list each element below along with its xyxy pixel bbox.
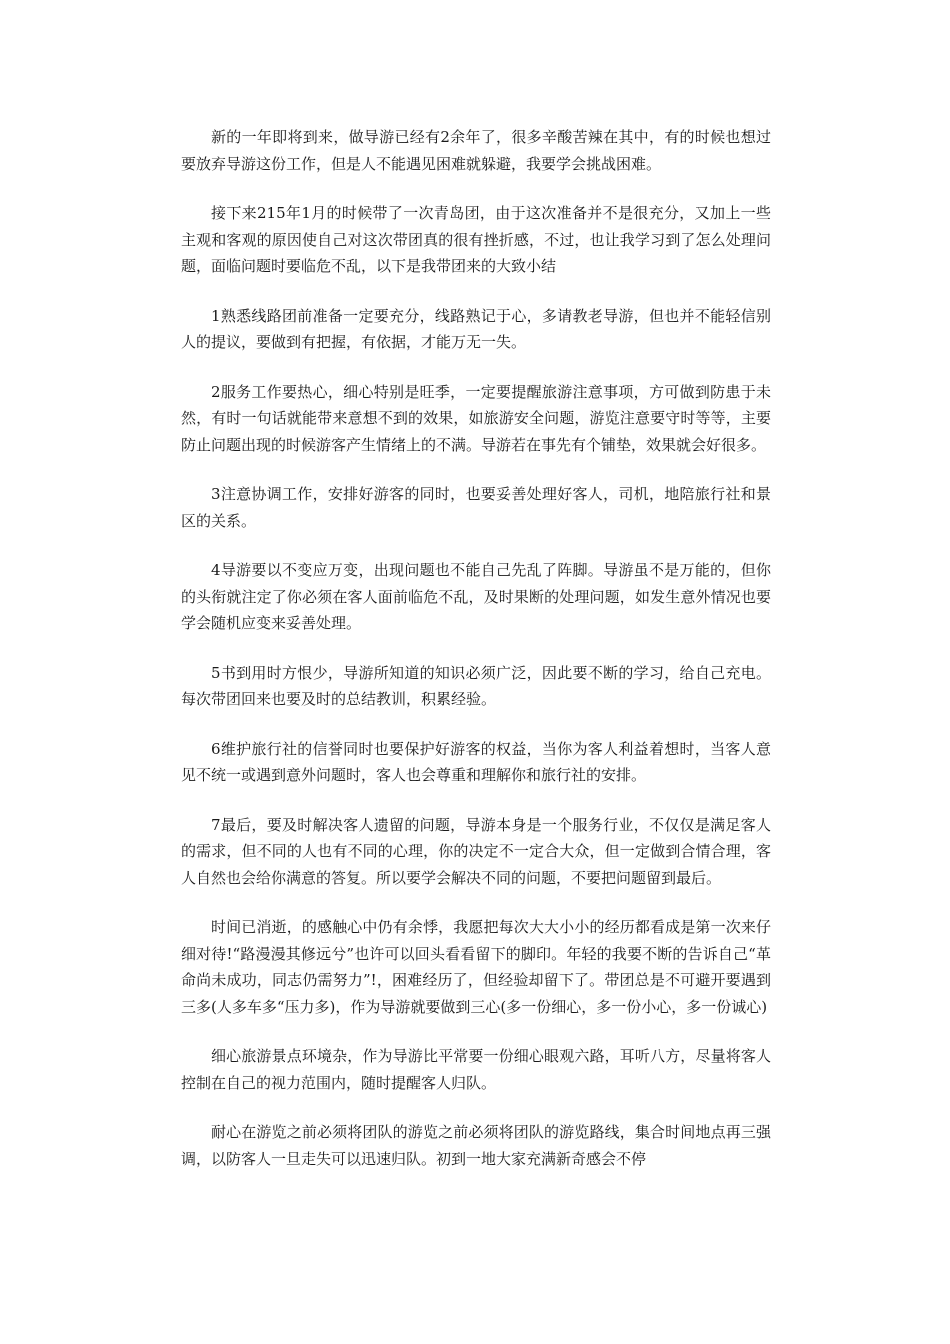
paragraph-6: 4导游要以不变应万变，出现问题也不能自己先乱了阵脚。导游虽不是万能的，但你的头衔就注定了你必须在客人面前临危不乱，及时果断的处理问题，如发生意外情况也要学会随机应变来妥善处理。 [181,561,771,632]
paragraph-11: 细心旅游景点环境杂，作为导游比平常要一份细心眼观六路，耳听八方，尽量将客人控制在自己的视力范围内，随时提醒客人归队。 [181,1047,771,1092]
paragraph-3: 1熟悉线路团前准备一定要充分，线路熟记于心，多请教老导游，但也并不能轻信别人的提议，要做到有把握，有依据，才能万无一失。 [181,306,771,351]
paragraph-1: 新的一年即将到来，做导游已经有2余年了，很多辛酸苦辣在其中，有的时候也想过要放弃导游这份工作，但是人不能遇见困难就躲避，我要学会挑战困难。 [181,128,771,173]
paragraph-9: 7最后，要及时解决客人遗留的问题，导游本身是一个服务行业，不仅仅是满足客人的需求，但不同的人也有不同的心理，你的决定不一定合大众，但一定做到合情合理，客人自然也会给你满意的答复。所以要学会解决不同的问题，不要把问题留到最后。 [181,815,771,887]
document-body [181,124,771,1195]
paragraph-4: 2服务工作要热心，细心特别是旺季，一定要提醒旅游注意事项，方可做到防患于未然，有时一句话就能带来意想不到的效果，如旅游安全问题，游览注意要守时等等，主要防止问题出现的时候游客产生情绪上的不满。导游若在事先有个铺垫，效果就会好很多。 [181,382,771,454]
paragraph-5: 3注意协调工作，安排好游客的同时，也要妥善处理好客人，司机，地陪旅行社和景区的关系。 [181,485,771,530]
paragraph-2: 接下来215年1月的时候带了一次青岛团，由于这次准备并不是很充分，又加上一些主观和客观的原因使自己对这次带团真的很有挫折感，不过，也让我学习到了怎么处理问题，面临问题时要临危不乱，以下是我带团来的大致小结 [181,204,771,275]
paragraph-12: 耐心在游览之前必须将团队的游览之前必须将团队的游览路线，集合时间地点再三强调，以防客人一旦走失可以迅速归队。初到一地大家充满新奇感会不停 [181,1123,771,1168]
paragraph-8: 6维护旅行社的信誉同时也要保护好游客的权益，当你为客人利益着想时，当客人意见不统一或遇到意外问题时，客人也会尊重和理解你和旅行社的安排。 [181,739,771,784]
paragraph-7: 5书到用时方恨少，导游所知道的知识必须广泛，因此要不断的学习，给自己充电。每次带团回来也要及时的总结教训，积累经验。 [181,663,771,708]
paragraph-10: 时间已消逝，的感触心中仍有余悸，我愿把每次大大小小的经历都看成是第一次来仔细对待!“路漫漫其修远兮”也许可以回头看看留下的脚印。年轻的我要不断的告诉自己“革命尚未成功，同志仍需努力”!，困难经历了，但经验却留下了。带团总是不可避开要遇到三多(人多车多“压力多)，作为导游就要做到三心(多一份细心，多一份小心，多一份诚心) [181,918,771,1016]
